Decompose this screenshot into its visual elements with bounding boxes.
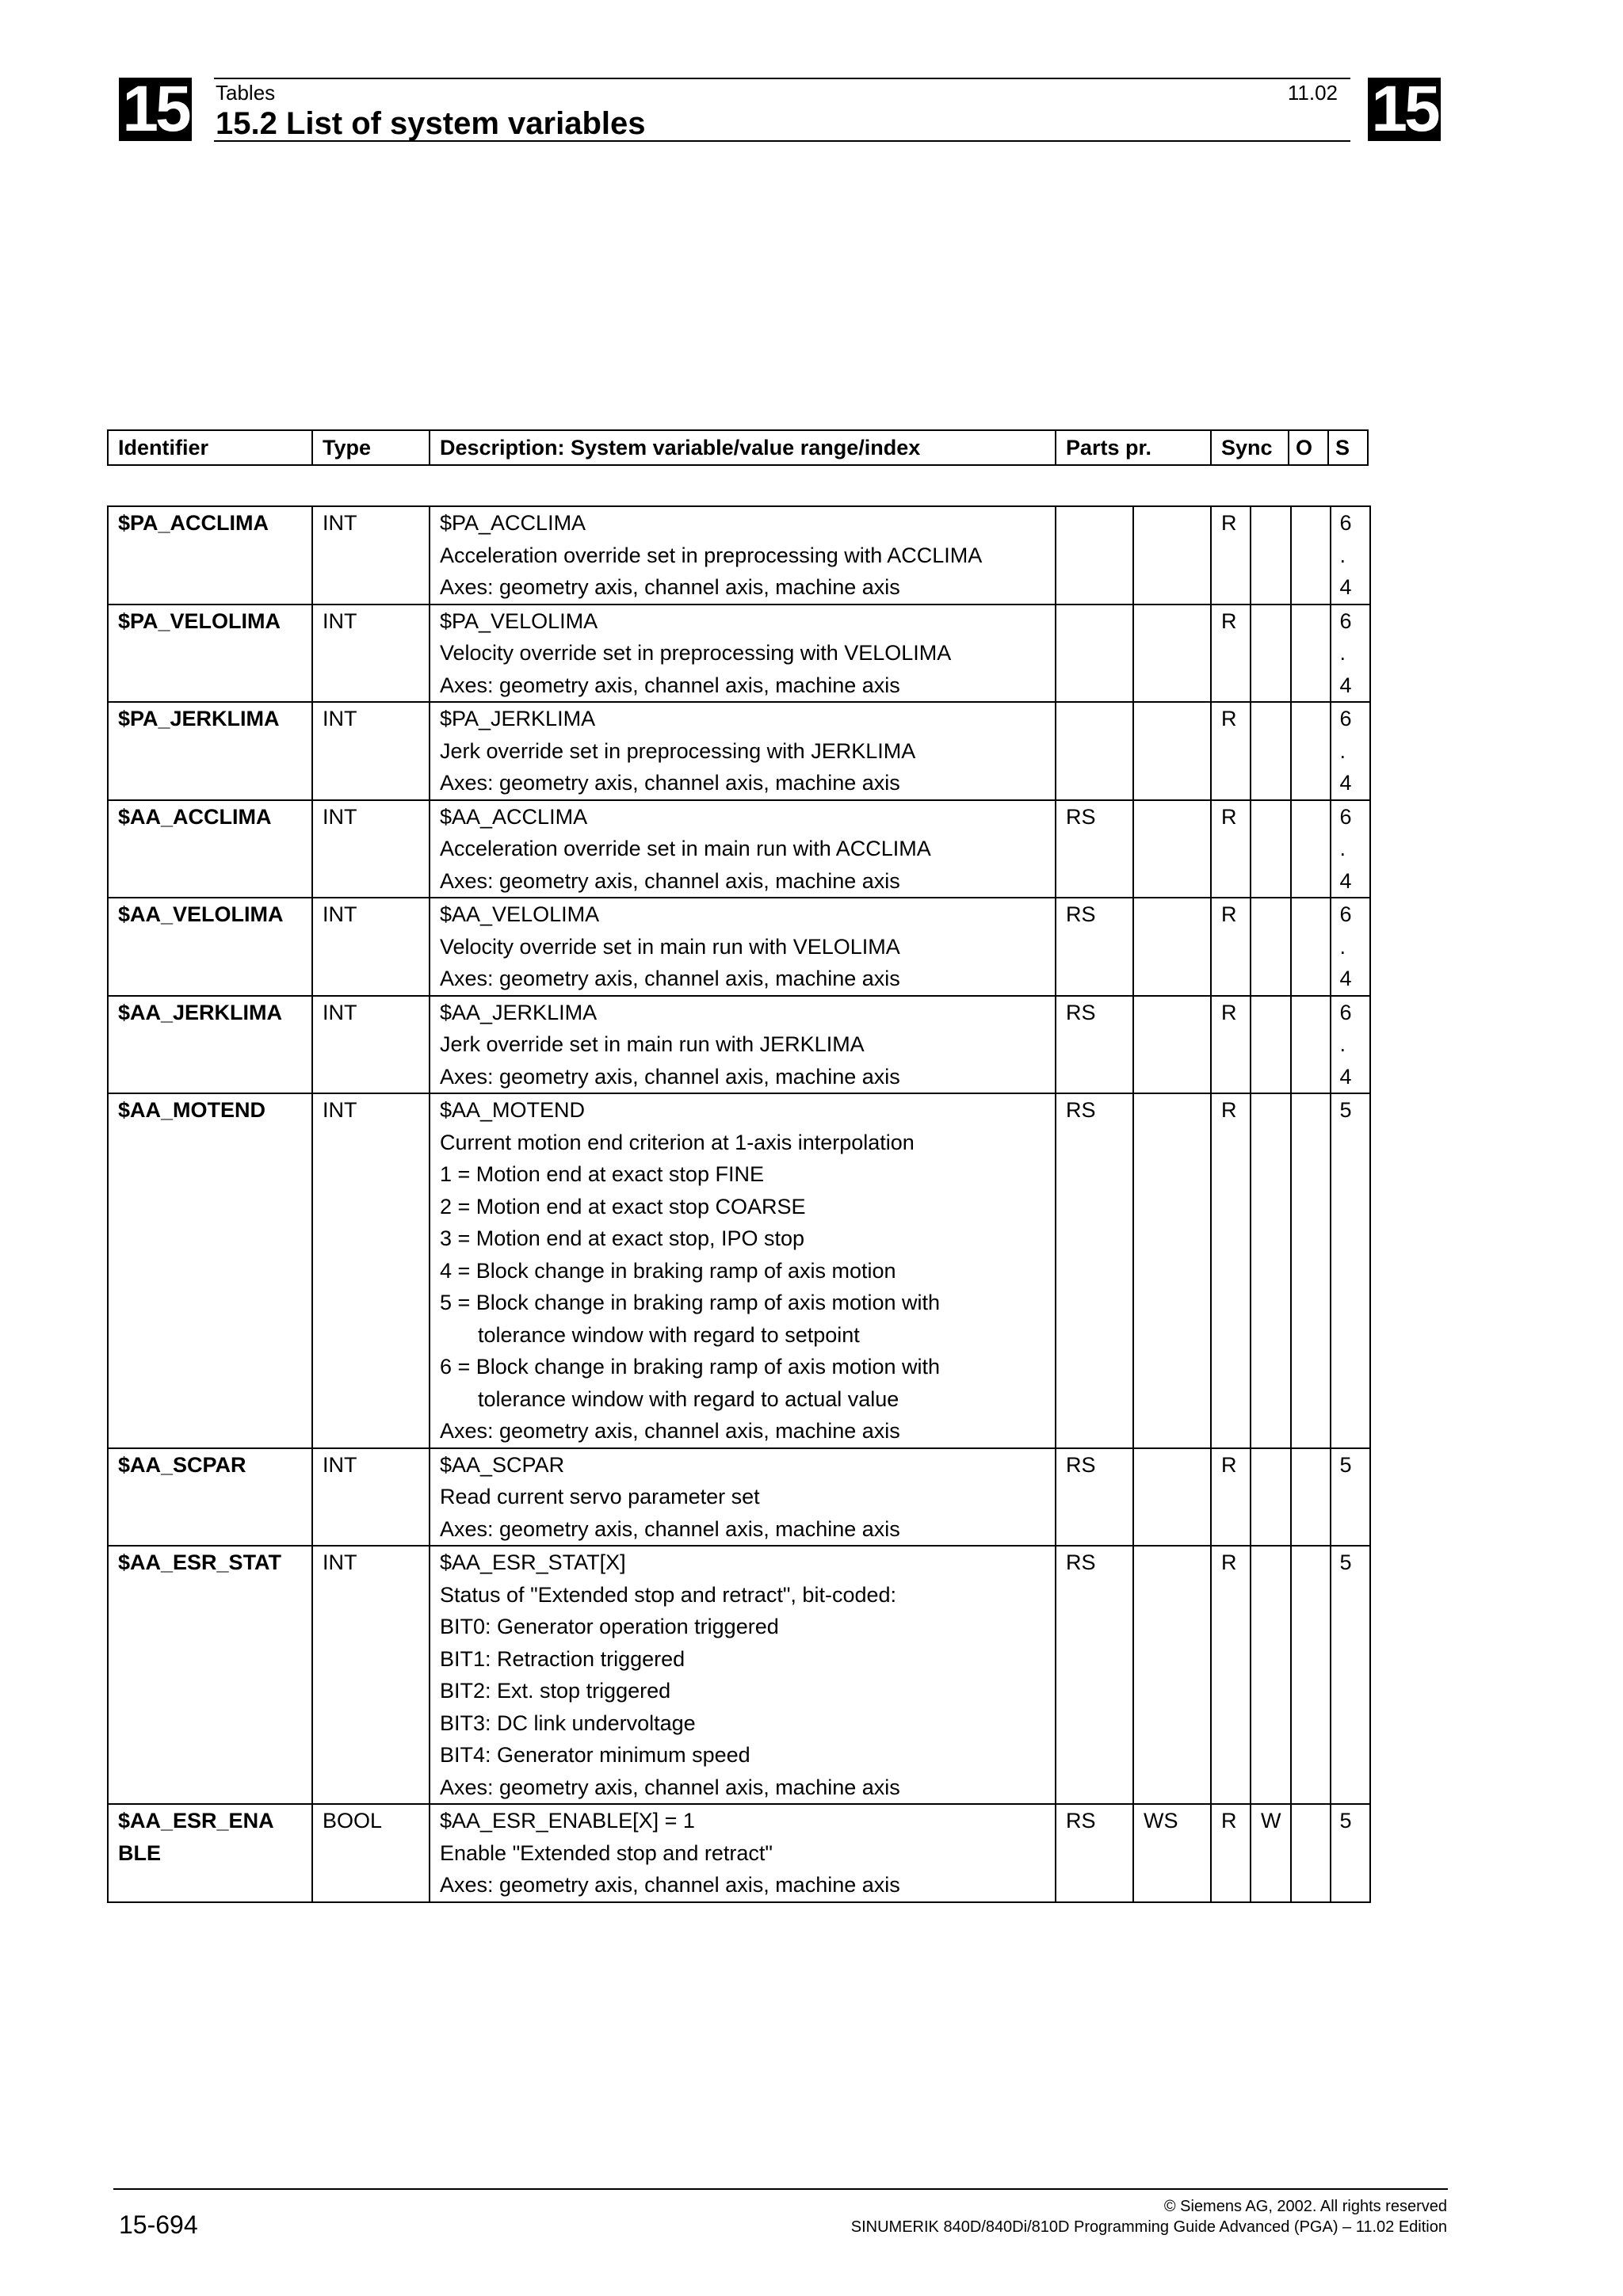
parts-read-text: RS bbox=[1066, 902, 1096, 926]
table-row bbox=[108, 898, 1370, 996]
column-header-parts: Parts pr. bbox=[1056, 430, 1211, 465]
type-cell bbox=[312, 800, 430, 898]
description-line: 1 = Motion end at exact stop FINE bbox=[440, 1162, 764, 1186]
parts-read-text: RS bbox=[1066, 1452, 1096, 1477]
table-row bbox=[108, 800, 1370, 898]
parts-read-text: RS bbox=[1066, 1098, 1096, 1122]
identifier-cell bbox=[108, 1093, 312, 1448]
s-cell bbox=[1331, 1546, 1370, 1804]
s-cell bbox=[1331, 1804, 1370, 1902]
s-text: . bbox=[1339, 738, 1346, 763]
table-row bbox=[108, 702, 1370, 800]
table-row bbox=[108, 506, 1370, 605]
sync-write-cell bbox=[1251, 702, 1291, 800]
identifier-cell bbox=[108, 506, 312, 605]
identifier-text: $AA_ESR_ENA bbox=[118, 1809, 274, 1833]
sync-read-cell bbox=[1211, 800, 1251, 898]
description-line: BIT3: DC link undervoltage bbox=[440, 1711, 696, 1735]
chapter-number-badge-right: 15 bbox=[1368, 78, 1441, 141]
description-line: tolerance window with regard to actual value bbox=[478, 1386, 899, 1411]
page-title: 15.2 List of system variables bbox=[216, 106, 646, 141]
description-line: $AA_JERKLIMA bbox=[440, 1000, 598, 1024]
s-text: . bbox=[1339, 543, 1346, 567]
description-line: Status of "Extended stop and retract", bit-coded: bbox=[440, 1582, 897, 1607]
description-line: $AA_ESR_STAT[X] bbox=[440, 1550, 626, 1574]
identifier-text: $PA_ACCLIMA bbox=[118, 511, 269, 535]
sync-read-text: R bbox=[1221, 1000, 1237, 1024]
identifier-text: $AA_MOTEND bbox=[118, 1098, 266, 1122]
description-line: 2 = Motion end at exact stop COARSE bbox=[440, 1194, 806, 1219]
sync-write-cell bbox=[1251, 898, 1291, 996]
identifier-text: BLE bbox=[118, 1840, 161, 1865]
parts-write-cell bbox=[1133, 996, 1211, 1094]
parts-write-cell bbox=[1133, 1448, 1211, 1547]
s-text: 4 bbox=[1339, 673, 1352, 697]
chapter-number-badge-left: 15 bbox=[119, 78, 192, 141]
identifier-text: $AA_JERKLIMA bbox=[118, 1000, 283, 1024]
sync-read-text: R bbox=[1221, 1452, 1237, 1477]
sync-read-text: R bbox=[1221, 804, 1237, 829]
column-header-identifier: Identifier bbox=[108, 430, 312, 465]
s-text: 6 bbox=[1339, 1000, 1352, 1024]
sync-read-text: R bbox=[1221, 1809, 1237, 1833]
description-line: BIT2: Ext. stop triggered bbox=[440, 1679, 671, 1703]
sync-read-cell bbox=[1211, 506, 1251, 605]
table-row bbox=[108, 1546, 1370, 1804]
column-header-row bbox=[108, 430, 1368, 465]
type-cell bbox=[312, 1804, 430, 1902]
parts-write-cell bbox=[1133, 605, 1211, 703]
parts-read-cell bbox=[1056, 1448, 1133, 1547]
description-line: $AA_ACCLIMA bbox=[440, 804, 588, 829]
identifier-text: $AA_ACCLIMA bbox=[118, 804, 272, 829]
table-row bbox=[108, 605, 1370, 703]
book-title: SINUMERIK 840D/840Di/810D Programming Guide Advanced (PGA) – 11.02 Edition bbox=[850, 2218, 1447, 2236]
o-cell bbox=[1291, 996, 1331, 1094]
identifier-cell bbox=[108, 605, 312, 703]
sync-read-cell bbox=[1211, 1804, 1251, 1902]
sync-read-cell bbox=[1211, 702, 1251, 800]
description-cell bbox=[430, 1093, 1056, 1448]
sync-read-text: R bbox=[1221, 1550, 1237, 1574]
type-text: BOOL bbox=[323, 1809, 383, 1833]
sync-read-cell bbox=[1211, 1546, 1251, 1804]
parts-write-cell bbox=[1133, 800, 1211, 898]
o-cell bbox=[1291, 898, 1331, 996]
description-line: Jerk override set in preprocessing with JERKLIMA bbox=[440, 738, 916, 763]
description-cell bbox=[430, 702, 1056, 800]
footer-rule bbox=[113, 2188, 1448, 2190]
description-cell bbox=[430, 898, 1056, 996]
description-cell bbox=[430, 605, 1056, 703]
s-text: 6 bbox=[1339, 707, 1352, 730]
identifier-cell bbox=[108, 1448, 312, 1547]
sync-read-cell bbox=[1211, 1093, 1251, 1448]
s-cell bbox=[1331, 996, 1370, 1094]
parts-write-cell bbox=[1133, 1804, 1211, 1902]
description-cell bbox=[430, 1804, 1056, 1902]
s-cell bbox=[1331, 702, 1370, 800]
description-line: Velocity override set in preprocessing with VELOLIMA bbox=[440, 641, 952, 665]
sync-write-cell bbox=[1251, 1546, 1291, 1804]
identifier-cell bbox=[108, 996, 312, 1094]
description-line: $AA_VELOLIMA bbox=[440, 902, 600, 926]
parts-read-cell bbox=[1056, 996, 1133, 1094]
description-line: Velocity override set in main run with VELOLIMA bbox=[440, 934, 900, 959]
column-header-s: S bbox=[1328, 430, 1368, 465]
type-text: INT bbox=[323, 1000, 357, 1024]
description-line: 6 = Block change in braking ramp of axis motion with bbox=[440, 1355, 941, 1379]
description-line: tolerance window with regard to setpoint bbox=[478, 1322, 860, 1347]
description-line: $AA_MOTEND bbox=[440, 1098, 586, 1122]
header-rule-bottom bbox=[214, 140, 1350, 142]
o-cell bbox=[1291, 702, 1331, 800]
description-line: Read current servo parameter set bbox=[440, 1485, 760, 1508]
type-cell bbox=[312, 996, 430, 1094]
sync-read-text: R bbox=[1221, 707, 1237, 730]
sync-write-cell bbox=[1251, 996, 1291, 1094]
description-cell bbox=[430, 506, 1056, 605]
s-cell bbox=[1331, 800, 1370, 898]
sync-write-cell bbox=[1251, 1093, 1291, 1448]
sync-read-text: R bbox=[1221, 902, 1237, 926]
o-cell bbox=[1291, 1804, 1331, 1902]
parts-read-cell bbox=[1056, 800, 1133, 898]
type-text: INT bbox=[323, 1452, 357, 1477]
description-line: BIT0: Generator operation triggered bbox=[440, 1615, 779, 1638]
parts-read-cell bbox=[1056, 506, 1133, 605]
header-rule-top bbox=[214, 78, 1350, 79]
description-cell bbox=[430, 1546, 1056, 1804]
s-text: 5 bbox=[1339, 1550, 1352, 1574]
type-text: INT bbox=[323, 608, 357, 633]
parts-write-cell bbox=[1133, 1093, 1211, 1448]
s-text: 4 bbox=[1339, 868, 1352, 893]
description-line: Axes: geometry axis, channel axis, machine axis bbox=[440, 1419, 900, 1443]
description-cell bbox=[430, 800, 1056, 898]
s-cell bbox=[1331, 605, 1370, 703]
s-text: 5 bbox=[1339, 1809, 1352, 1833]
description-line: Axes: geometry axis, channel axis, machine axis bbox=[440, 575, 900, 599]
type-cell bbox=[312, 506, 430, 605]
description-line: $PA_JERKLIMA bbox=[440, 707, 596, 730]
edition-label: 11.02 bbox=[1287, 81, 1338, 105]
s-text: 6 bbox=[1339, 511, 1352, 535]
table-row bbox=[108, 1093, 1370, 1448]
table-row bbox=[108, 996, 1370, 1094]
description-line: BIT4: Generator minimum speed bbox=[440, 1743, 750, 1767]
sync-write-cell bbox=[1251, 1448, 1291, 1547]
o-cell bbox=[1291, 605, 1331, 703]
description-line: Acceleration override set in preprocessing with ACCLIMA bbox=[440, 543, 983, 567]
s-text: . bbox=[1339, 837, 1346, 860]
sync-read-cell bbox=[1211, 996, 1251, 1094]
s-cell bbox=[1331, 1448, 1370, 1547]
sync-read-text: R bbox=[1221, 608, 1237, 633]
type-cell bbox=[312, 898, 430, 996]
parts-read-cell bbox=[1056, 1546, 1133, 1804]
s-cell bbox=[1331, 506, 1370, 605]
column-header-description: Description: System variable/value range/index bbox=[430, 430, 1056, 465]
type-cell bbox=[312, 1546, 430, 1804]
identifier-text: $PA_JERKLIMA bbox=[118, 707, 280, 730]
sync-read-text: R bbox=[1221, 511, 1237, 535]
column-header-type: Type bbox=[312, 430, 430, 465]
sync-read-cell bbox=[1211, 898, 1251, 996]
o-cell bbox=[1291, 1546, 1331, 1804]
type-text: INT bbox=[323, 902, 357, 926]
description-line: Axes: geometry axis, channel axis, machine axis bbox=[440, 771, 900, 795]
s-text: 5 bbox=[1339, 1098, 1352, 1122]
description-line: 3 = Motion end at exact stop, IPO stop bbox=[440, 1226, 805, 1250]
parts-read-text: RS bbox=[1066, 1550, 1096, 1574]
type-cell bbox=[312, 1448, 430, 1547]
description-line: Axes: geometry axis, channel axis, machine axis bbox=[440, 1873, 900, 1897]
type-text: INT bbox=[323, 804, 357, 829]
table-header bbox=[107, 429, 1369, 466]
description-line: Current motion end criterion at 1-axis interpolation bbox=[440, 1130, 915, 1154]
page-number: 15-694 bbox=[119, 2210, 198, 2239]
o-cell bbox=[1291, 800, 1331, 898]
type-text: INT bbox=[323, 511, 357, 535]
description-line: $PA_VELOLIMA bbox=[440, 608, 598, 633]
s-text: 5 bbox=[1339, 1452, 1352, 1477]
o-cell bbox=[1291, 506, 1331, 605]
parts-write-cell bbox=[1133, 702, 1211, 800]
sync-read-cell bbox=[1211, 1448, 1251, 1547]
type-text: INT bbox=[323, 1550, 357, 1574]
sync-write-cell bbox=[1251, 506, 1291, 605]
parts-read-cell bbox=[1056, 1804, 1133, 1902]
table-row bbox=[108, 1448, 1370, 1547]
s-text: 4 bbox=[1339, 575, 1352, 599]
description-line: Axes: geometry axis, channel axis, machine axis bbox=[440, 673, 900, 697]
parts-write-cell bbox=[1133, 898, 1211, 996]
parts-read-text: RS bbox=[1066, 1000, 1096, 1024]
identifier-cell bbox=[108, 702, 312, 800]
sync-read-cell bbox=[1211, 605, 1251, 703]
parts-read-cell bbox=[1056, 898, 1133, 996]
type-text: INT bbox=[323, 707, 357, 730]
parts-read-cell bbox=[1056, 1093, 1133, 1448]
section-label: Tables bbox=[216, 81, 276, 105]
description-line: Jerk override set in main run with JERKLIMA bbox=[440, 1032, 865, 1056]
description-line: Axes: geometry axis, channel axis, machine axis bbox=[440, 967, 900, 990]
s-text: 6 bbox=[1339, 804, 1352, 829]
sync-read-text: R bbox=[1221, 1098, 1237, 1122]
s-cell bbox=[1331, 898, 1370, 996]
parts-read-cell bbox=[1056, 702, 1133, 800]
description-cell bbox=[430, 1448, 1056, 1547]
s-text: . bbox=[1339, 641, 1346, 665]
description-line: $PA_ACCLIMA bbox=[440, 511, 586, 535]
description-line: Axes: geometry axis, channel axis, machine axis bbox=[440, 1064, 900, 1089]
copyright-notice: © Siemens AG, 2002. All rights reserved bbox=[1163, 2198, 1447, 2215]
o-cell bbox=[1291, 1093, 1331, 1448]
parts-read-cell bbox=[1056, 605, 1133, 703]
sync-write-cell bbox=[1251, 800, 1291, 898]
identifier-text: $AA_VELOLIMA bbox=[118, 902, 284, 926]
identifier-text: $PA_VELOLIMA bbox=[118, 608, 281, 633]
description-line: $AA_SCPAR bbox=[440, 1452, 565, 1477]
identifier-cell bbox=[108, 1546, 312, 1804]
sync-write-cell bbox=[1251, 605, 1291, 703]
s-text: 4 bbox=[1339, 967, 1352, 990]
sync-write-cell bbox=[1251, 1804, 1291, 1902]
description-line: Acceleration override set in main run with ACCLIMA bbox=[440, 837, 931, 860]
description-line: Axes: geometry axis, channel axis, machine axis bbox=[440, 868, 900, 893]
sync-write-text: W bbox=[1261, 1809, 1281, 1833]
type-cell bbox=[312, 605, 430, 703]
identifier-cell bbox=[108, 800, 312, 898]
system-variables-table bbox=[107, 505, 1371, 1903]
description-cell bbox=[430, 996, 1056, 1094]
type-cell bbox=[312, 702, 430, 800]
column-header-sync: Sync bbox=[1211, 430, 1289, 465]
s-text: . bbox=[1339, 934, 1346, 959]
identifier-text: $AA_SCPAR bbox=[118, 1452, 246, 1477]
description-line: BIT1: Retraction triggered bbox=[440, 1646, 685, 1671]
description-line: Axes: geometry axis, channel axis, machine axis bbox=[440, 1516, 900, 1541]
o-cell bbox=[1291, 1448, 1331, 1547]
identifier-text: $AA_ESR_STAT bbox=[118, 1550, 282, 1574]
parts-read-text: RS bbox=[1066, 1809, 1096, 1833]
identifier-cell bbox=[108, 1804, 312, 1902]
parts-write-cell bbox=[1133, 506, 1211, 605]
column-header-o: O bbox=[1289, 430, 1328, 465]
s-text: 6 bbox=[1339, 902, 1352, 926]
description-line: 4 = Block change in braking ramp of axis motion bbox=[440, 1258, 896, 1283]
description-line: Enable "Extended stop and retract" bbox=[440, 1840, 773, 1865]
s-text: . bbox=[1339, 1032, 1346, 1056]
s-text: 4 bbox=[1339, 771, 1352, 795]
type-text: INT bbox=[323, 1098, 357, 1122]
s-text: 6 bbox=[1339, 608, 1352, 633]
description-line: Axes: geometry axis, channel axis, machine axis bbox=[440, 1775, 900, 1799]
table-row bbox=[108, 1804, 1370, 1902]
parts-write-cell bbox=[1133, 1546, 1211, 1804]
type-cell bbox=[312, 1093, 430, 1448]
description-line: $AA_ESR_ENABLE[X] = 1 bbox=[440, 1809, 695, 1833]
s-cell bbox=[1331, 1093, 1370, 1448]
description-line: 5 = Block change in braking ramp of axis motion with bbox=[440, 1291, 941, 1314]
identifier-cell bbox=[108, 898, 312, 996]
parts-write-text: WS bbox=[1144, 1809, 1178, 1833]
parts-read-text: RS bbox=[1066, 804, 1096, 829]
s-text: 4 bbox=[1339, 1064, 1352, 1089]
